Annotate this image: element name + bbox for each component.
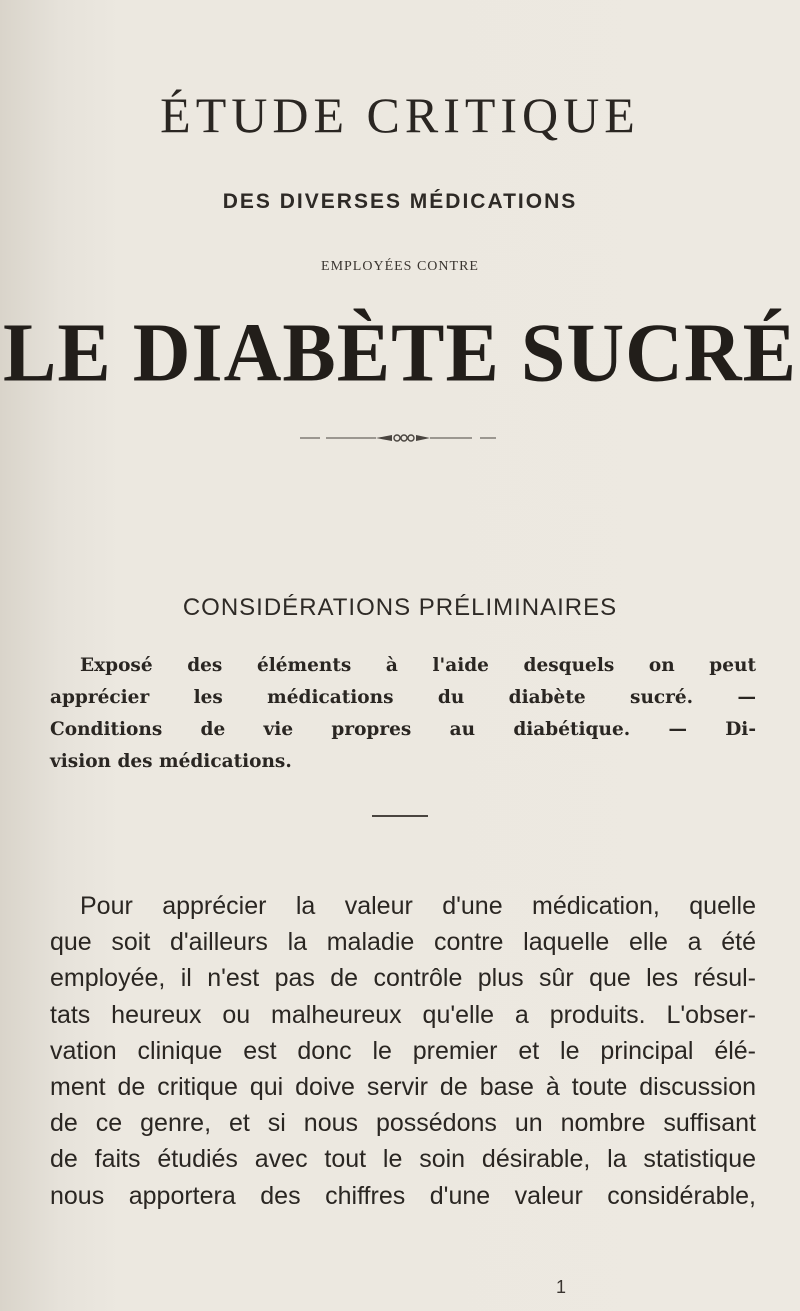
page-number: 1	[556, 1277, 567, 1297]
summary-line: apprécier les médications du diabète sucré. —	[50, 687, 756, 708]
paragraph-line: ment de critique qui doive servir de base à toute discussion	[50, 1073, 756, 1102]
summary-line: vision des médications.	[50, 751, 292, 772]
paragraph-line: tats heureux ou malheureux qu'elle a produits. L'obser-	[50, 1000, 756, 1029]
summary-line: Exposé des éléments à l'aide desquels on peut	[80, 655, 756, 676]
paragraph-line: nous apportera des chiffres d'une valeur considérable,	[50, 1181, 756, 1210]
summary-line: Conditions de vie propres au diabétique. — Di-	[50, 719, 756, 740]
paragraph-line: de ce genre, et si nous possédons un nombre suffisant	[50, 1109, 756, 1138]
document-subtitle-connector: EMPLOYÉES CONTRE	[321, 259, 479, 274]
paragraph-line: employée, il n'est pas de contrôle plus sûr que les résul-	[50, 964, 756, 993]
document-title: ÉTUDE CRITIQUE	[160, 87, 640, 143]
document-subtitle: DES DIVERSES MÉDICATIONS	[222, 190, 578, 213]
paragraph-line: Pour apprécier la valeur d'une médication, quelle	[80, 892, 756, 920]
paragraph-line: de faits étudiés avec tout le soin désirable, la statistique	[50, 1145, 756, 1174]
paragraph-line: que soit d'ailleurs la maladie contre laquelle elle a été	[50, 928, 756, 957]
section-title: CONSIDÉRATIONS PRÉLIMINAIRES	[182, 594, 618, 621]
document-main-heading: LE DIABÈTE SUCRÉ	[2, 306, 797, 400]
ornament-divider-icon	[300, 428, 500, 448]
section-summary	[50, 650, 756, 778]
body-paragraph	[50, 888, 756, 1214]
section-rule	[372, 815, 428, 817]
paragraph-line: vation clinique est donc le premier et le principal élé-	[50, 1036, 756, 1065]
